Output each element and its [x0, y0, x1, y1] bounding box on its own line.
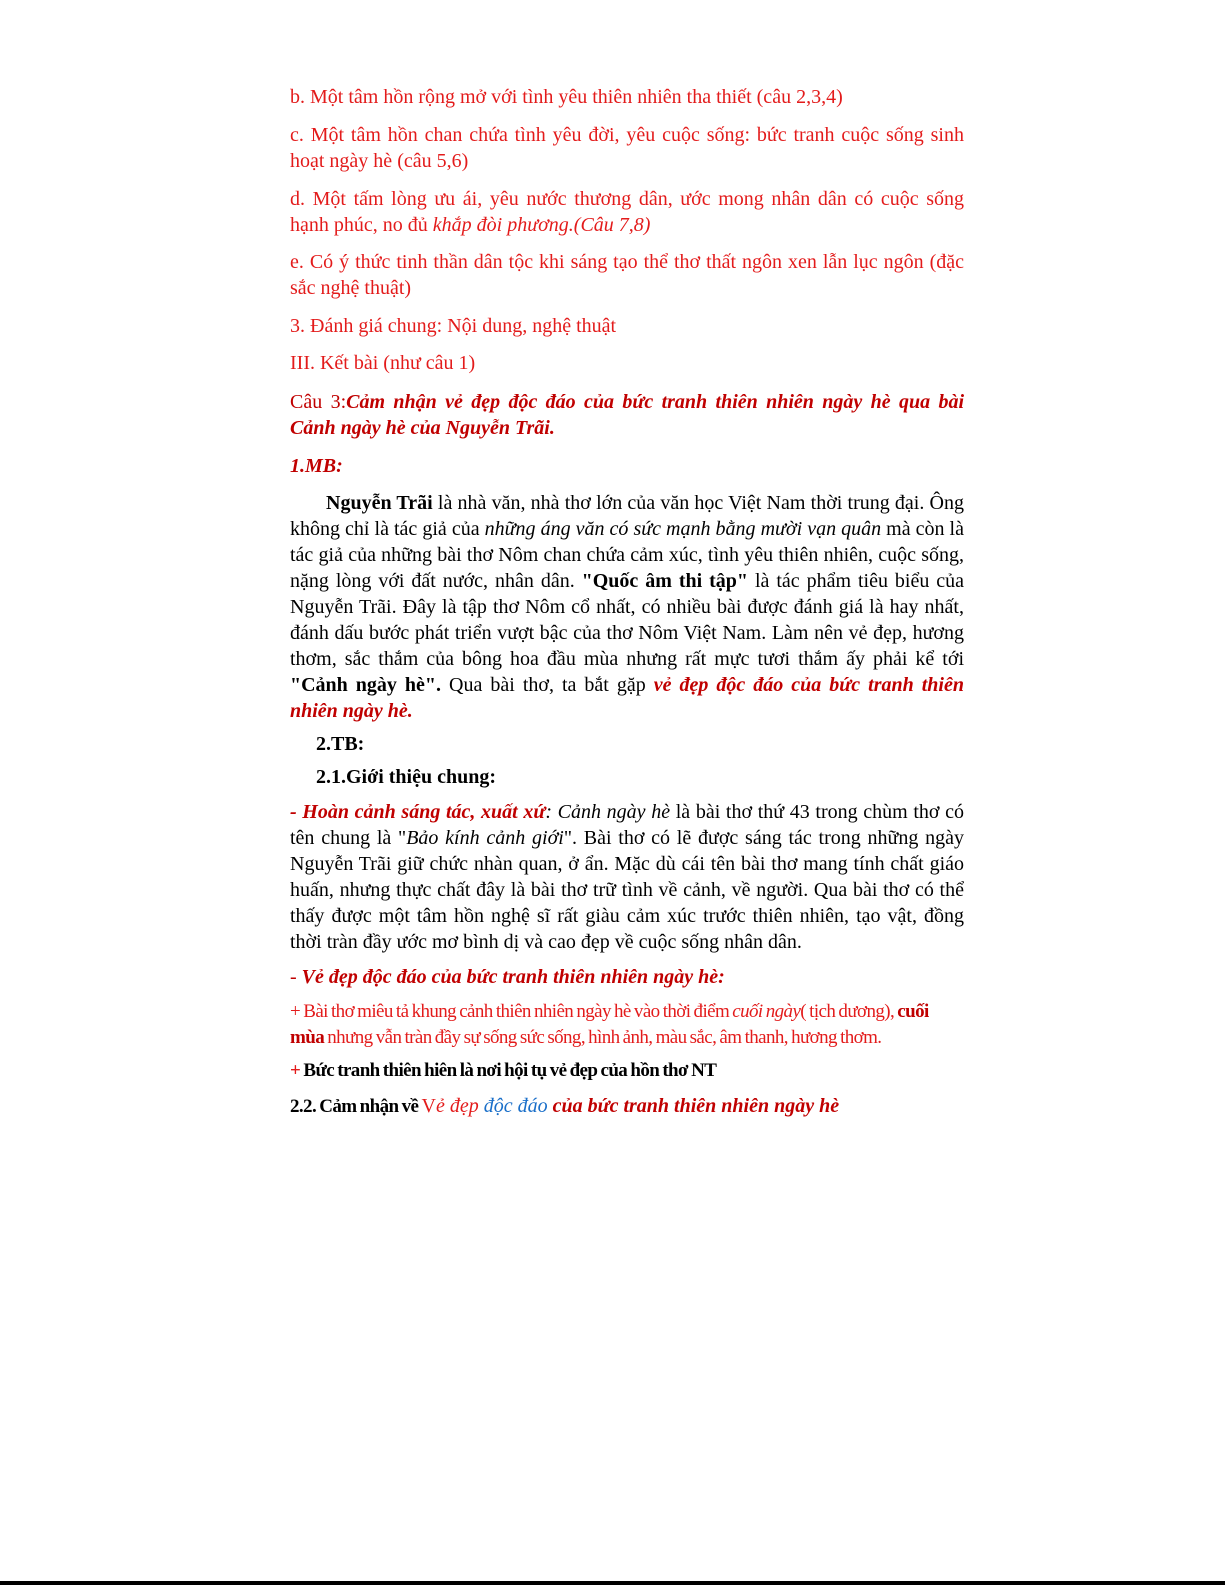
context-paragraph: [290, 799, 964, 955]
body-heading: 2.TB:: [316, 733, 365, 755]
intro-heading: 1.MB:: [290, 455, 343, 477]
section-2-2-heading: [290, 1093, 964, 1120]
point-1-text-2: ( tịch dương),: [800, 1001, 898, 1022]
outline-item-c: c. Một tâm hồn chan chứa tình yêu đời, yêu cuộc sống: bức tranh cuộc sống sinh hoạt ngày hè (câu 5,6): [290, 124, 964, 172]
context-collection: Bảo kính cảnh giới: [406, 827, 564, 849]
point-1-text-1: + Bài thơ miêu tả khung cảnh thiên nhiên ngày hè vào thời điểm: [290, 1001, 733, 1022]
intro-paragraph: [290, 490, 964, 724]
context-label: - Hoàn cảnh sáng tác, xuất xứ: [290, 801, 546, 823]
context-poem-title: : Cảnh ngày hè: [545, 801, 671, 823]
question-3-prefix: Câu 3:: [290, 391, 347, 413]
intro-quote: những áng văn có sức mạnh bằng mười vạn quân: [484, 518, 882, 540]
point-2-sign: +: [290, 1060, 304, 1081]
point-1-italic: cuối ngày: [732, 1001, 801, 1022]
intro-highlight: vẻ đẹp độc đáo của bức tranh thiên nhiên ngày hè.: [290, 674, 964, 722]
outline-item-d: [290, 186, 964, 238]
outline-item-d-text: d. Một tấm lòng ưu ái, yêu nước thương dân, ước mong nhân dân có cuộc sống hạnh phúc, no đủ: [290, 188, 964, 236]
page-bottom-border: [0, 1581, 1225, 1585]
intro-text-1: là nhà văn, nhà thơ lớn của văn học Việt Nam thời trung đại. Ông không chỉ là tác giả của: [290, 492, 965, 540]
heading-2-2-beauty: ẻ đẹp: [435, 1095, 484, 1117]
poem-title: "Cảnh ngày hè".: [290, 674, 442, 696]
author-name: Nguyễn Trãi: [326, 492, 433, 514]
point-1-text-3: nhưng vẫn tràn đầy sự sống sức sống, hình ảnh, màu sắc, âm thanh, hương thơm.: [324, 1027, 882, 1048]
intro-text-4: Qua bài thơ, ta bắt gặp: [441, 674, 654, 696]
heading-2-2-rest: của bức tranh thiên nhiên ngày hè: [547, 1095, 840, 1117]
beauty-title: Vẻ đẹp độc đáo của bức tranh thiên nhiên ngày hè:: [301, 966, 725, 988]
context-text-2: ". Bài thơ có lẽ được sáng tác trong những ngày Nguyễn Trãi giữ chức nhàn quan, ở ẩn. Mặc dù cái tên bài thơ mang tính chất giáo huấn, nhưng thực chất đây là bài thơ trữ tình về cảnh, về người. Qua bài thơ có thể thấy được một tâm hồn nghệ sĩ rất giàu cảm xúc trước thiên nhiên, tạo vật, đồng thời tràn đầy ước mơ bình dị và cao đẹp về cuộc sống nhân dân.: [290, 827, 964, 953]
outline-item-e: e. Có ý thức tinh thần dân tộc khi sáng tạo thể thơ thất ngôn xen lẫn lục ngôn (đặc sắc nghệ thuật): [290, 251, 964, 299]
point-2-text: Bức tranh thiên hiên là nơi hội tụ vẻ đẹp của hồn thơ NT: [303, 1060, 717, 1081]
outline-item-3: 3. Đánh giá chung: Nội dung, nghệ thuật: [290, 315, 617, 337]
point-1: [290, 999, 964, 1051]
heading-2-2-label: 2.2. Cảm nhận về: [290, 1096, 422, 1117]
heading-2-2-unique: độc đáo: [483, 1095, 548, 1117]
conclusion-item: III. Kết bài (như câu 1): [290, 352, 476, 374]
question-3-heading: [290, 389, 964, 441]
beauty-dash: -: [290, 966, 302, 988]
point-1-bold: cuối mùa: [290, 1001, 929, 1048]
outline-item-d-italic: khắp đòi phương.(Câu 7,8): [432, 214, 651, 236]
general-intro-heading: 2.1.Giới thiệu chung:: [316, 766, 496, 788]
collection-title: "Quốc âm thi tập": [581, 570, 749, 592]
beauty-heading: [290, 964, 964, 990]
heading-2-2-letter: V: [421, 1095, 436, 1117]
intro-text-3: là tác phẩm tiêu biểu của Nguyễn Trãi. Đây là tập thơ Nôm cổ nhất, có nhiều bài được đánh giá là hay nhất, đánh dấu bước phát triển vượt bậc của thơ Nôm Việt Nam. Làm nên vẻ đẹp, hương thơm, sắc thắm của bông hoa đầu mùa nhưng rất mực tươi thắm ấy phải kể tới: [290, 570, 965, 670]
context-text-1: là bài thơ thứ 43 trong chùm thơ có tên chung là ": [290, 801, 965, 849]
point-2: [290, 1058, 964, 1084]
question-3-title: Cảm nhận vẻ đẹp độc đáo của bức tranh thiên nhiên ngày hè qua bài Cảnh ngày hè của Nguyễn Trãi.: [290, 391, 965, 439]
intro-text-2: mà còn là tác giả của những bài thơ Nôm chan chứa cảm xúc, tình yêu thiên nhiên, cuộc sống, nặng lòng với đất nước, nhân dân.: [290, 518, 964, 592]
outline-item-b: b. Một tâm hồn rộng mở với tình yêu thiên nhiên tha thiết (câu 2,3,4): [290, 86, 843, 108]
